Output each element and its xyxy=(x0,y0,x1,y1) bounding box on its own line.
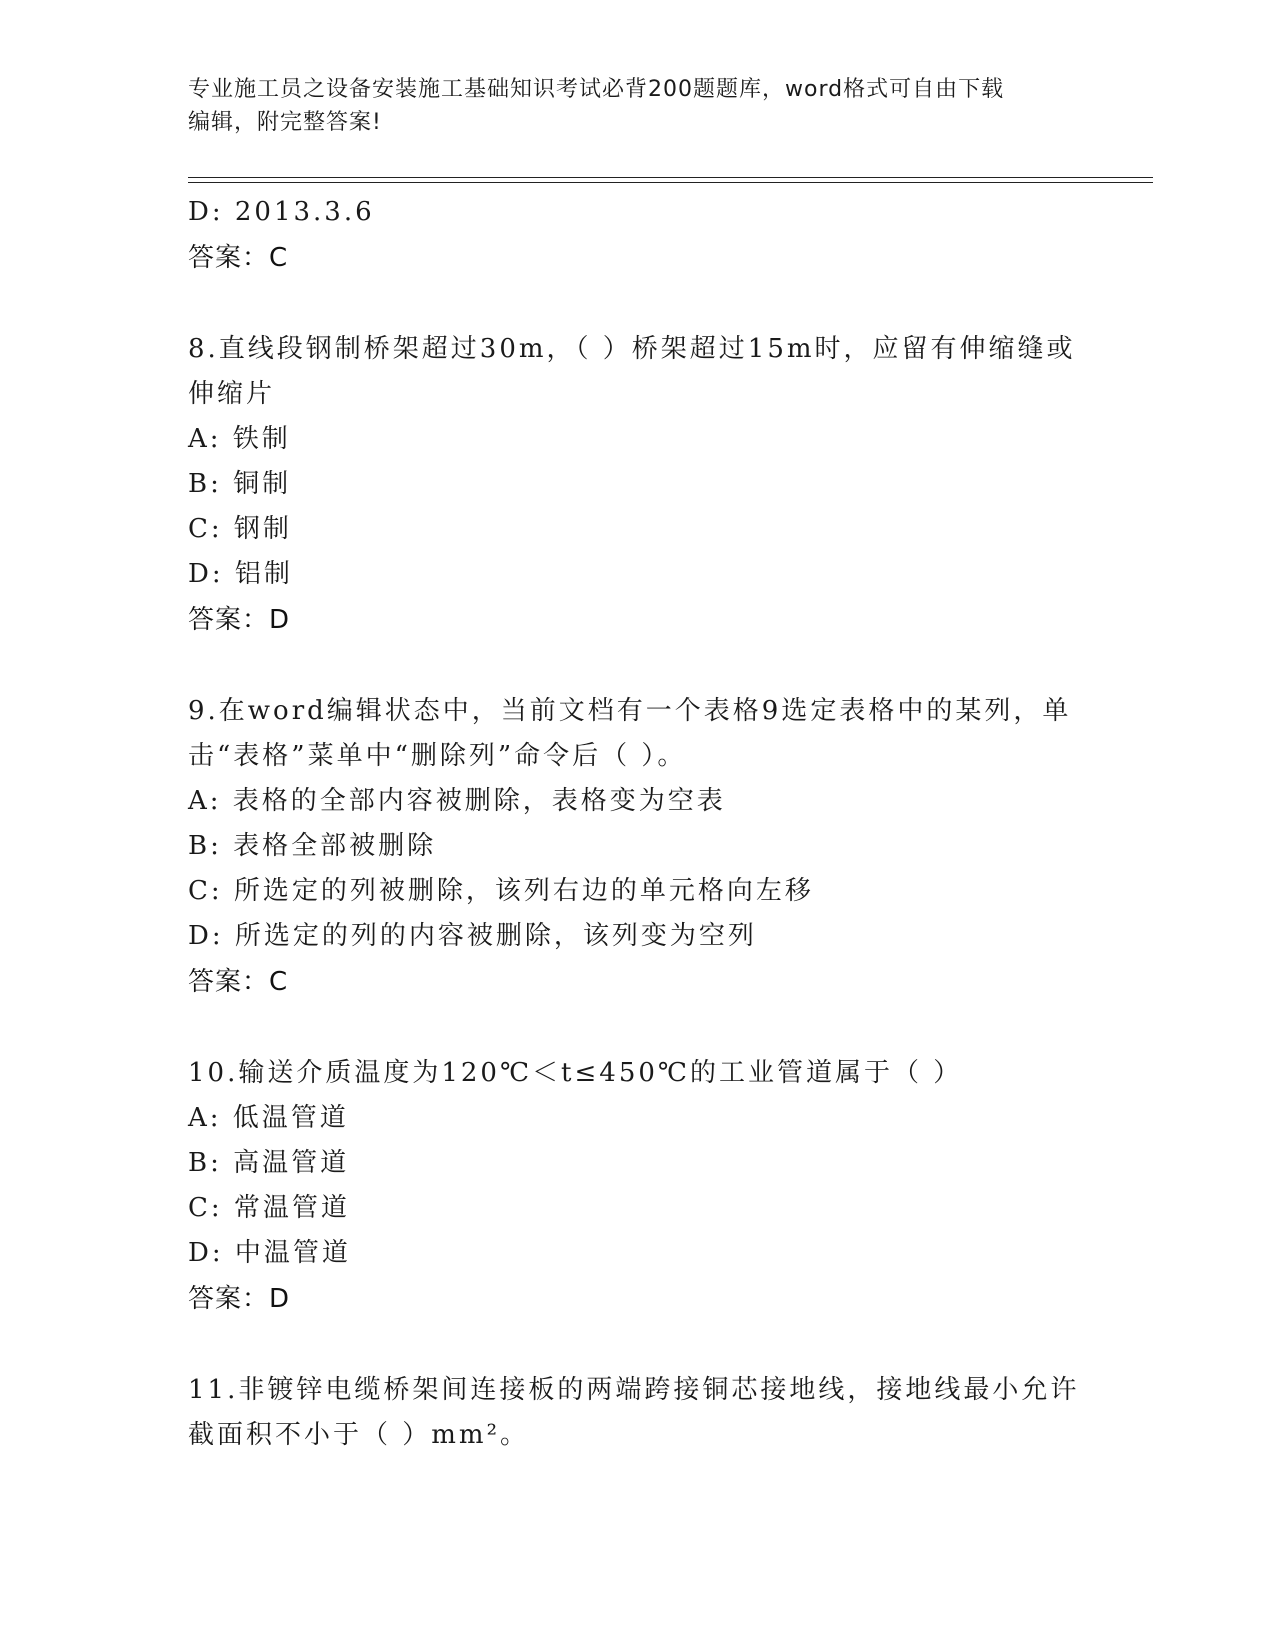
option-a: A: 表格的全部内容被删除，表格变为空表 xyxy=(188,786,726,816)
option-d: D: 2013.3.6 xyxy=(188,197,375,227)
header-divider-bottom xyxy=(188,182,1153,183)
question-11 xyxy=(188,1368,1088,1458)
answer-line: 答案：C xyxy=(188,967,289,997)
question-text-line-2: 截面积不小于（ ）mm²。 xyxy=(188,1420,529,1450)
option-a: A: 铁制 xyxy=(188,424,291,454)
question-text-line-1: 10.输送介质温度为120℃＜t≤450℃的工业管道属于（ ） xyxy=(188,1058,963,1088)
option-d: D: 所选定的列的内容被删除，该列变为空列 xyxy=(188,921,757,951)
answer-line: 答案：D xyxy=(188,1284,291,1314)
option-b: B: 表格全部被删除 xyxy=(188,831,437,861)
option-d: D: 铝制 xyxy=(188,559,293,589)
option-b: B: 高温管道 xyxy=(188,1148,350,1178)
question-text-line-2: 伸缩片 xyxy=(188,379,276,409)
option-c: C: 所选定的列被删除，该列右边的单元格向左移 xyxy=(188,876,814,906)
option-a: A: 低温管道 xyxy=(188,1103,349,1133)
question-text-line-2: 击“表格”菜单中“删除列”命令后（ ）。 xyxy=(188,741,687,771)
question-text-line-1: 9.在word编辑状态中，当前文档有一个表格9选定表格中的某列，单 xyxy=(188,696,1072,726)
option-d: D: 中温管道 xyxy=(188,1238,351,1268)
header-title-line-2: 编辑，附完整答案! xyxy=(188,110,382,135)
document-body xyxy=(188,190,1088,1458)
question-9 xyxy=(188,689,1088,1005)
option-c: C: 钢制 xyxy=(188,514,292,544)
option-b: B: 铜制 xyxy=(188,469,292,499)
question-text-line-1: 8.直线段钢制桥架超过30m，（ ）桥架超过15m时，应留有伸缩缝或 xyxy=(188,334,1076,364)
answer-line: 答案：C xyxy=(188,243,289,273)
question-8 xyxy=(188,327,1088,643)
question-10 xyxy=(188,1051,1088,1322)
page-header xyxy=(188,73,1088,139)
carryover-block xyxy=(188,190,1088,281)
answer-line: 答案：D xyxy=(188,605,291,635)
header-divider-top xyxy=(188,177,1153,178)
header-title-line-1: 专业施工员之设备安装施工基础知识考试必背200题题库，word格式可自由下载 xyxy=(188,77,1005,102)
option-c: C: 常温管道 xyxy=(188,1193,350,1223)
question-text-line-1: 11.非镀锌电缆桥架间连接板的两端跨接铜芯接地线，接地线最小允许 xyxy=(188,1375,1080,1405)
